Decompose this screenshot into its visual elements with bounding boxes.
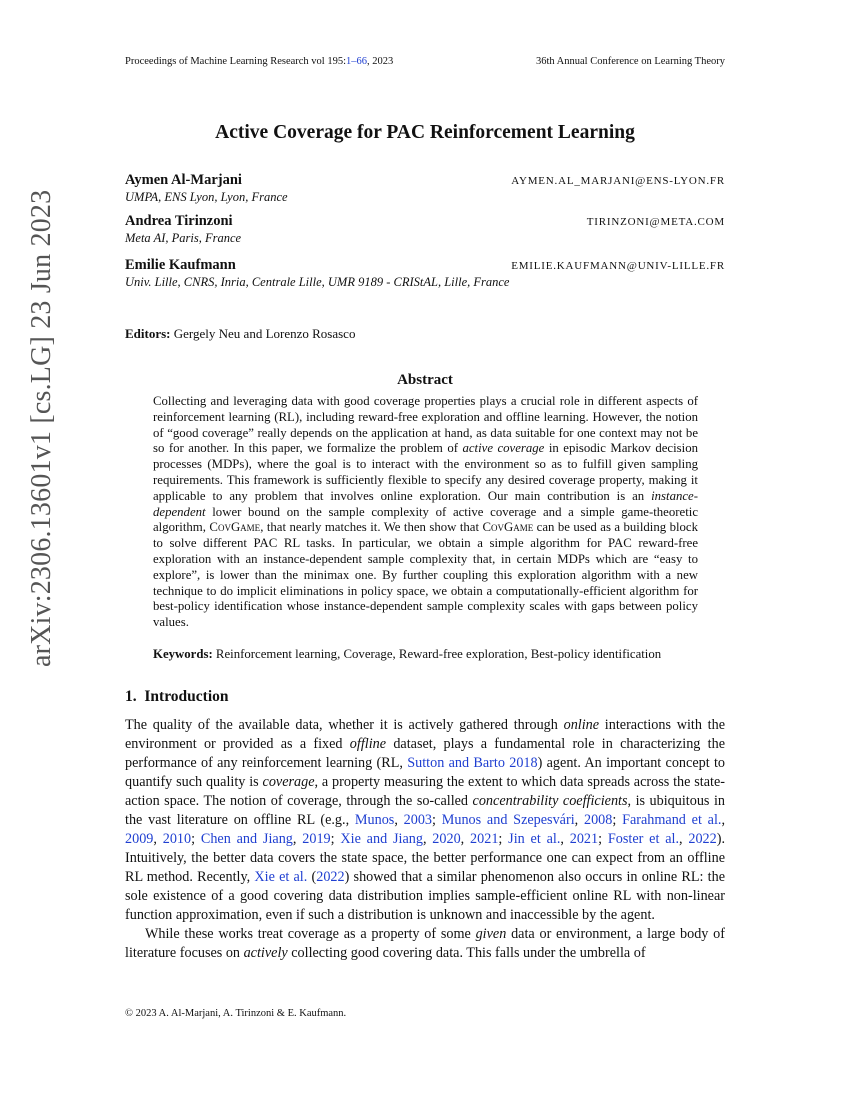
- author-block: [125, 172, 725, 205]
- citation-year-link[interactable]: 2021: [470, 831, 499, 847]
- keywords-text: Reinforcement learning, Coverage, Reward-free exploration, Best-policy identification: [212, 647, 662, 661]
- abstract-body: Collecting and leveraging data with good coverage properties plays a crucial role in different aspects of reinforcement learning (RL), including reward-free exploration and offline learning. However, the notion of “good coverage” really depends on the application at hand, as data suitable for one context may not be so for another. In this paper, we formalize the problem of active coverage in episodic Markov decision processes (MDPs), where the goal is to interact with the environment so as to fulfill given sampling requirements. This framework is sufficiently flexible to specify any desired coverage property, making it applicable to any problem that involves online exploration. Our main contribution is an instance-dependent lower bound on the sample complexity of active coverage and a simple game-theoretic algorithm, CovGame, that nearly matches it. We then show that CovGame can be used as a building block to solve different PAC RL tasks. In particular, we obtain a simple algorithm for PAC reward-free exploration with an instance-dependent sample complexity that, in certain MDPs which are “easy to explore”, is lower than the minimax one. By further coupling this exploration algorithm with a new technique to do implicit eliminations in policy space, we obtain a computationally-efficient algorithm for best-policy identification whose instance-dependent sample complexity scales with gaps between policy values.: [153, 394, 699, 630]
- paragraph: The quality of the available data, whether it is actively gathered through online interactions with the environment or provided as a fixed offline dataset, plays a fundamental role in characterizing the performance of any reinforcement learning (RL, Sutton and Barto 2018) agent. An important concept to quantify such quality is coverage, a property measuring the extent to which data spreads across the state-action space. The notion of coverage, through the so-called concentrability coefficients, is ubiquitous in the vast literature on offline RL (e.g., Munos, 2003; Munos and Szepesvári, 2008; Farahmand et al., 2009, 2010; Chen and Jiang, 2019; Xie and Jiang, 2020, 2021; Jin et al., 2021; Foster et al., 2022). Intuitively, the better data covers the state space, the better performance one can expect from an offline RL method. Recently, Xie et al. (2022) showed that a similar phenomenon also occurs in online RL: the sole existence of a good covering data distribution implies sample-efficient online RL with non-linear function approximation, even if such a distribution is unknown and inaccessible by the agent.: [125, 717, 726, 923]
- abstract-heading: Abstract: [397, 372, 453, 388]
- section-heading: 1. Introduction: [125, 688, 229, 705]
- author-affiliation: Meta AI, Paris, France: [125, 231, 242, 245]
- citation-year-link[interactable]: 2019: [302, 831, 331, 847]
- running-header: [125, 56, 725, 67]
- author-name: Emilie Kaufmann: [125, 257, 236, 273]
- citation-link[interactable]: Farahmand et al.: [622, 812, 722, 828]
- citation-year-link[interactable]: 2022: [316, 869, 345, 885]
- author-email: TIRINZONI@META.COM: [586, 216, 725, 228]
- author-affiliation: UMPA, ENS Lyon, Lyon, France: [125, 190, 288, 204]
- pages-link[interactable]: 1–66: [346, 56, 368, 67]
- algorithm-name: CovGame: [482, 520, 534, 535]
- citation-link[interactable]: Chen and Jiang: [200, 831, 293, 847]
- citation-link[interactable]: Sutton and Barto: [407, 755, 505, 771]
- citation-year-link[interactable]: 2003: [403, 812, 433, 828]
- keywords-label: Keywords:: [153, 647, 213, 661]
- proceedings-info: Proceedings of Machine Learning Research vol 195:1–66, 2023: [125, 56, 394, 67]
- citation-link[interactable]: Jin et al.: [508, 831, 561, 847]
- algorithm-name: CovGame: [209, 520, 261, 535]
- citation-year-link[interactable]: 2021: [569, 831, 599, 847]
- citation-year-link[interactable]: 2022: [688, 831, 717, 847]
- keywords-line: [153, 647, 698, 662]
- citation-link[interactable]: Munos and Szepesvári: [441, 812, 575, 828]
- editors-line: [125, 326, 355, 342]
- editors-names: Gergely Neu and Lorenzo Rosasco: [170, 326, 356, 341]
- citation-link[interactable]: Xie et al.: [254, 869, 308, 885]
- author-block: [125, 213, 725, 246]
- author-email: EMILIE.KAUFMANN@UNIV-LILLE.FR: [511, 260, 725, 272]
- author-name: Aymen Al-Marjani: [125, 172, 242, 188]
- paper-title: Active Coverage for PAC Reinforcement Learning: [215, 122, 635, 143]
- conference-name: 36th Annual Conference on Learning Theory: [535, 56, 725, 67]
- author-affiliation: Univ. Lille, CNRS, Inria, Centrale Lille, UMR 9189 - CRIStAL, Lille, France: [125, 275, 510, 289]
- citation-year-link[interactable]: 2020: [432, 831, 461, 847]
- citation-year-link[interactable]: 2018: [509, 755, 538, 771]
- introduction-body: [125, 716, 725, 963]
- author-block: [125, 257, 725, 290]
- author-name: Andrea Tirinzoni: [125, 213, 233, 229]
- copyright-notice: © 2023 A. Al-Marjani, A. Tirinzoni & E. Kaufmann.: [125, 1008, 347, 1019]
- citation-year-link[interactable]: 2009: [125, 831, 154, 847]
- citation-link[interactable]: Xie and Jiang: [340, 831, 423, 847]
- citation-link[interactable]: Foster et al.: [607, 831, 679, 847]
- citation-year-link[interactable]: 2010: [162, 831, 192, 847]
- citation-year-link[interactable]: 2008: [583, 812, 613, 828]
- author-email: AYMEN.AL_MARJANI@ENS-LYON.FR: [511, 175, 725, 187]
- arxiv-stamp: arXiv:2306.13601v1 [cs.LG] 23 Jun 2023: [26, 189, 57, 667]
- editors-label: Editors:: [125, 326, 171, 341]
- citation-link[interactable]: Munos: [354, 812, 395, 828]
- paragraph: While these works treat coverage as a property of some given data or environment, a large body of literature focuses on actively collecting good covering data. This falls under the umbrella of: [125, 926, 725, 961]
